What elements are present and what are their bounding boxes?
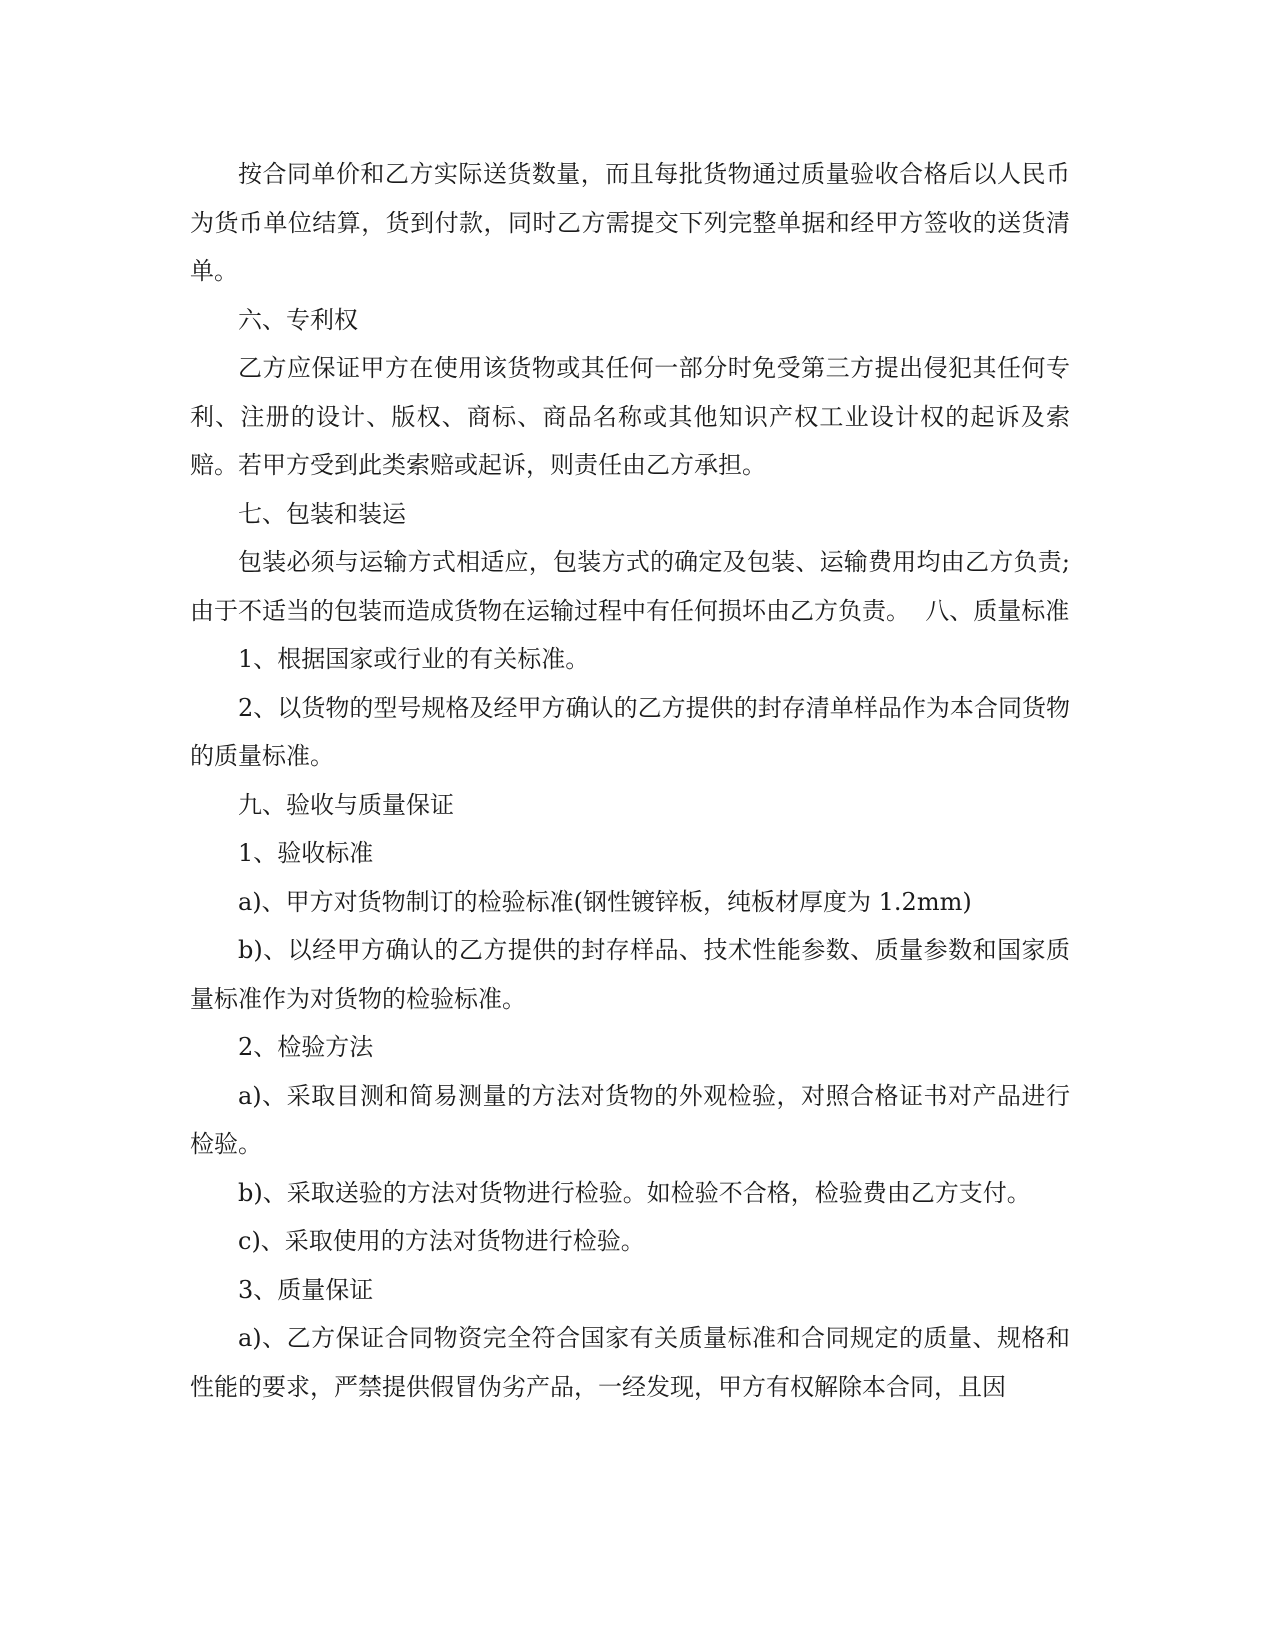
paragraph-assurance-a: a)、乙方保证合同物资完全符合国家有关质量标准和合同规定的质量、规格和性能的要求，严禁提供假冒伪劣产品，一经发现，甲方有权解除本合同，且因 bbox=[190, 1324, 1070, 1401]
paragraph-packaging-shipping: 包装必须与运输方式相适应，包装方式的确定及包装、运输费用均由乙方负责;由于不适当的包装而造成货物在运输过程中有任何损坏由乙方负责。 八、质量标准 bbox=[190, 548, 1070, 625]
paragraph-quality-standard-1: 1、根据国家或行业的有关标准。 bbox=[238, 645, 590, 673]
paragraph-quality-standard-2: 2、以货物的型号规格及经甲方确认的乙方提供的封存清单样品作为本合同货物的质量标准。 bbox=[190, 693, 1070, 770]
paragraph-payment-terms: 按合同单价和乙方实际送货数量，而且每批货物通过质量验收合格后以人民币为货币单位结算，货到付款，同时乙方需提交下列完整单据和经甲方签收的送货清单。 bbox=[190, 160, 1070, 285]
paragraph-method-a: a)、采取目测和简易测量的方法对货物的外观检验，对照合格证书对产品进行检验。 bbox=[190, 1081, 1070, 1158]
document-body bbox=[190, 150, 1070, 1411]
paragraph-method-b: b)、采取送验的方法对货物进行检验。如检验不合格，检验费由乙方支付。 bbox=[238, 1178, 1031, 1207]
paragraph-patent-rights: 乙方应保证甲方在使用该货物或其任何一部分时免受第三方提出侵犯其任何专利、注册的设计、版权、商标、商品名称或其他知识产权工业设计权的起诉及索赔。若甲方受到此类索赔或起诉，则责任由乙方承担。 bbox=[190, 354, 1070, 479]
paragraph-method-c: c)、采取使用的方法对货物进行检验。 bbox=[238, 1227, 645, 1255]
heading-packaging-shipping: 七、包装和装运 bbox=[238, 499, 406, 528]
paragraph-standard-b: b)、以经甲方确认的乙方提供的封存样品、技术性能参数、质量参数和国家质量标准作为对货物的检验标准。 bbox=[190, 936, 1070, 1013]
heading-patent-rights: 六、专利权 bbox=[238, 305, 358, 334]
paragraph-standard-a: a)、甲方对货物制订的检验标准(钢性镀锌板，纯板材厚度为 1.2mm) bbox=[238, 887, 972, 916]
subheading-quality-assurance: 3、质量保证 bbox=[238, 1275, 374, 1304]
heading-acceptance-quality: 九、验收与质量保证 bbox=[238, 790, 454, 819]
subheading-inspection-method: 2、检验方法 bbox=[238, 1033, 374, 1061]
subheading-acceptance-standard: 1、验收标准 bbox=[238, 839, 374, 867]
